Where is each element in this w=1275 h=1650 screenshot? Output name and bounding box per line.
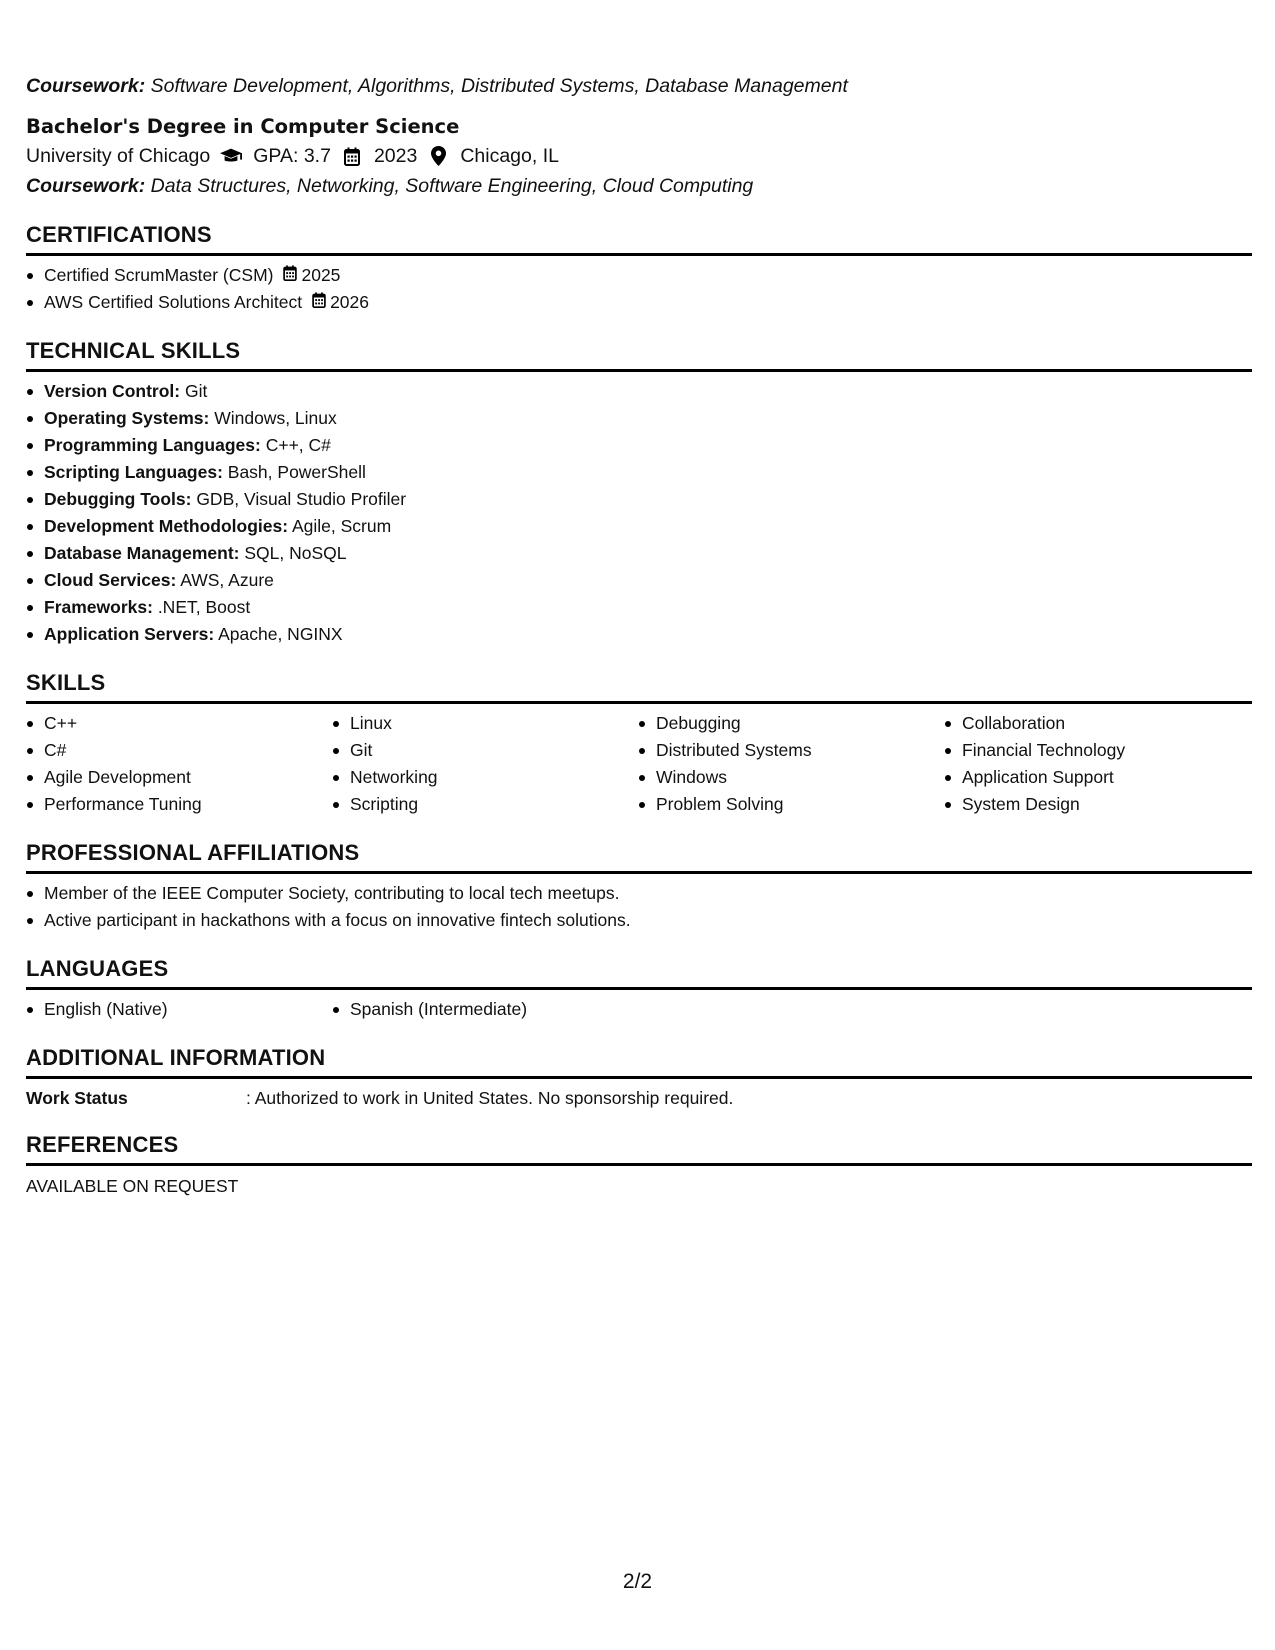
certifications-list: [26, 262, 1252, 316]
skill-item: C++: [26, 710, 332, 737]
certification-item: [26, 289, 1252, 316]
coursework-text: Software Development, Algorithms, Distributed Systems, Database Management: [150, 75, 848, 97]
languages-grid: [26, 996, 1252, 1023]
skill-item: System Design: [944, 791, 1250, 818]
skill-category: Version Control:: [44, 381, 181, 401]
technical-skill-item: [26, 378, 1252, 405]
affiliation-item: Member of the IEEE Computer Society, contributing to local tech meetups.: [26, 880, 1252, 907]
skill-item: Git: [332, 737, 638, 764]
coursework-label: Coursework:: [26, 175, 146, 197]
references-heading: REFERENCES: [26, 1132, 1252, 1166]
skill-values: .NET, Boost: [157, 597, 251, 617]
technical-skill-item: [26, 621, 1252, 648]
technical-skills-list: [26, 378, 1252, 648]
skills-column: [944, 710, 1250, 818]
coursework-line: [26, 172, 1252, 200]
skill-item: Windows: [638, 764, 944, 791]
certification-year: [312, 289, 369, 316]
certification-name: Certified ScrumMaster (CSM): [44, 265, 274, 285]
technical-skill-item: [26, 432, 1252, 459]
technical-skill-item: [26, 486, 1252, 513]
technical-skill-item: [26, 513, 1252, 540]
certification-year-text: 2026: [330, 292, 370, 312]
skill-values: AWS, Azure: [180, 570, 274, 590]
skill-item: Scripting: [332, 791, 638, 818]
skill-values: Apache, NGINX: [218, 624, 343, 644]
skill-category: Scripting Languages:: [44, 462, 223, 482]
skill-item: Financial Technology: [944, 737, 1250, 764]
certification-item: [26, 262, 1252, 289]
skill-values: Windows, Linux: [214, 408, 337, 428]
technical-skills-heading: TECHNICAL SKILLS: [26, 338, 1252, 372]
skill-item: Agile Development: [26, 764, 332, 791]
languages-heading: LANGUAGES: [26, 956, 1252, 990]
language-item: English (Native): [26, 996, 332, 1023]
education-meta: [26, 140, 1252, 172]
graduation-cap-icon: [220, 146, 242, 166]
certification-year: [283, 262, 340, 289]
technical-skill-item: [26, 594, 1252, 621]
skill-item: Problem Solving: [638, 791, 944, 818]
skills-column: [332, 710, 638, 818]
coursework-label: Coursework:: [26, 75, 146, 97]
skill-category: Cloud Services:: [44, 570, 177, 590]
skill-values: Bash, PowerShell: [227, 462, 366, 482]
graduation-year: 2023: [373, 145, 418, 167]
coursework-line: [26, 72, 1252, 100]
affiliation-item: Active participant in hackathons with a focus on innovative fintech solutions.: [26, 907, 1252, 934]
technical-skill-item: [26, 405, 1252, 432]
skill-category: Programming Languages:: [44, 435, 261, 455]
skill-item: Networking: [332, 764, 638, 791]
work-status-label: Work Status: [26, 1088, 128, 1108]
skill-values: SQL, NoSQL: [244, 543, 347, 563]
skill-category: Debugging Tools:: [44, 489, 192, 509]
page-number: 2/2: [622, 1570, 653, 1593]
skill-category: Operating Systems:: [44, 408, 210, 428]
skills-grid: [26, 710, 1252, 818]
skills-column: [638, 710, 944, 818]
skill-item: Linux: [332, 710, 638, 737]
skill-category: Application Servers:: [44, 624, 215, 644]
additional-info-heading: ADDITIONAL INFORMATION: [26, 1045, 1252, 1079]
calendar-icon: [341, 146, 363, 166]
skill-values: Agile, Scrum: [291, 516, 392, 536]
skills-column: [26, 710, 332, 818]
coursework-text: Data Structures, Networking, Software Engineering, Cloud Computing: [150, 175, 754, 197]
skill-values: C++, C#: [265, 435, 331, 455]
certification-name: AWS Certified Solutions Architect: [44, 292, 303, 312]
skill-values: Git: [185, 381, 208, 401]
skill-item: Application Support: [944, 764, 1250, 791]
skill-category: Development Methodologies:: [44, 516, 289, 536]
certifications-heading: CERTIFICATIONS: [26, 222, 1252, 256]
skills-heading: SKILLS: [26, 670, 1252, 704]
certification-year-text: 2025: [301, 265, 341, 285]
skill-item: Performance Tuning: [26, 791, 332, 818]
calendar-icon: [312, 289, 330, 316]
skill-item: Collaboration: [944, 710, 1250, 737]
school-name: University of Chicago: [26, 145, 211, 167]
resume-page: [26, 72, 1252, 1198]
calendar-icon: [283, 262, 301, 289]
technical-skill-item: [26, 540, 1252, 567]
skill-item: C#: [26, 737, 332, 764]
work-status-value: : Authorized to work in United States. No sponsorship required.: [246, 1088, 734, 1108]
work-status-row: [26, 1086, 1252, 1110]
affiliations-heading: PROFESSIONAL AFFILIATIONS: [26, 840, 1252, 874]
gpa: GPA: 3.7: [253, 145, 331, 167]
skill-category: Database Management:: [44, 543, 240, 563]
map-pin-icon: [427, 146, 449, 166]
language-item: Spanish (Intermediate): [332, 996, 638, 1023]
affiliations-list: [26, 880, 1252, 934]
references-text: AVAILABLE ON REQUEST: [26, 1176, 239, 1196]
languages-column: [26, 996, 332, 1023]
school-location: Chicago, IL: [460, 145, 559, 167]
skill-values: GDB, Visual Studio Profiler: [196, 489, 407, 509]
degree-title: Bachelor's Degree in Computer Science: [26, 115, 460, 138]
languages-column: [332, 996, 638, 1023]
skill-item: Debugging: [638, 710, 944, 737]
technical-skill-item: [26, 459, 1252, 486]
skill-item: Distributed Systems: [638, 737, 944, 764]
skill-category: Frameworks:: [44, 597, 153, 617]
technical-skill-item: [26, 567, 1252, 594]
